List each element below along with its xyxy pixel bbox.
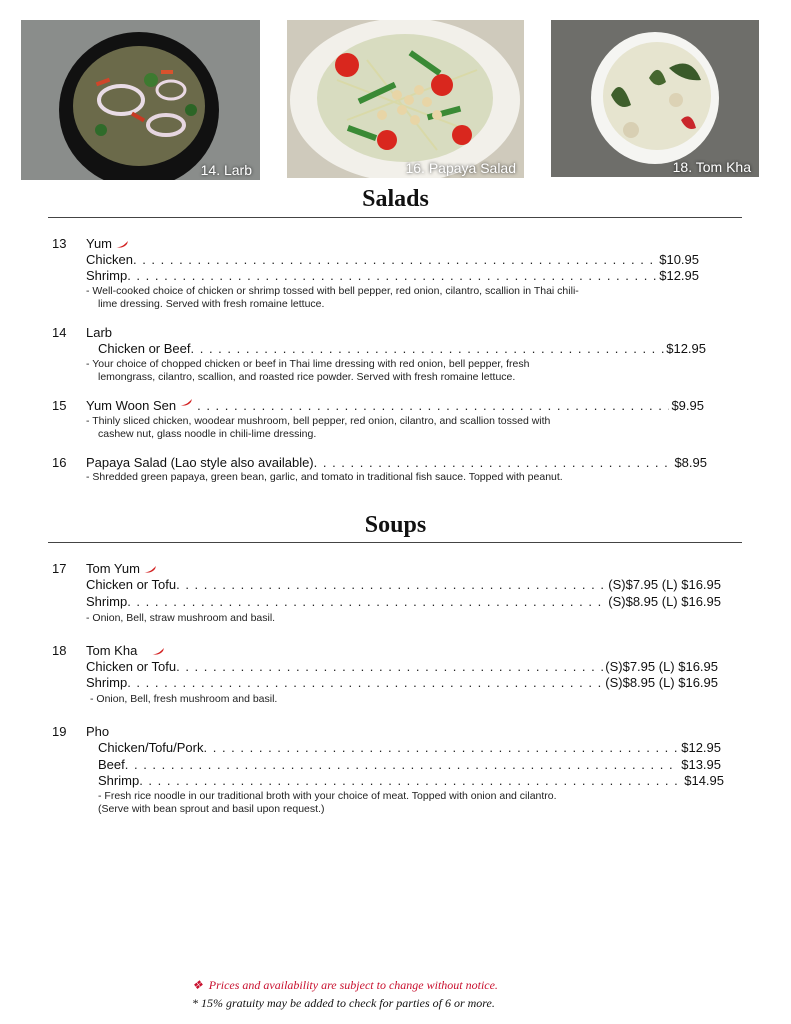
menu-row-papaya-salad: Papaya Salad (Lao style also available) . . . $8.95 bbox=[86, 455, 707, 471]
menu-row-yum-woon-sen: Yum Woon Sen . . . $9.95 bbox=[86, 398, 704, 414]
item-number: 16 bbox=[52, 455, 67, 470]
chili-pepper-icon bbox=[143, 565, 157, 574]
item-name-larb: Larb bbox=[86, 325, 113, 340]
item-number: 14 bbox=[52, 325, 67, 340]
larb-photo bbox=[21, 20, 260, 180]
menu-row: Chicken/Tofu/Pork . . . $12.95 bbox=[98, 740, 721, 756]
diamond-bullet-icon: ❖ bbox=[192, 978, 203, 992]
item-description: - Thinly sliced chicken, woodear mushroom, bell pepper, red onion, cilantro, and scallion tossed with cashew nut, glass noodle in chili-lime dressing. bbox=[86, 415, 551, 440]
menu-row: Chicken . . . $10.95 bbox=[86, 252, 699, 268]
item-description: - Shredded green papaya, green bean, garlic, and tomato in traditional fish sauce. Topped with peanut. bbox=[86, 471, 563, 483]
salads-heading: Salads bbox=[362, 186, 429, 212]
item-description: - Your choice of chopped chicken or beef in Thai lime dressing with red onion, bell pepper, fresh lemongrass, cilantro, scallion, and roasted rice powder. Served with fresh romaine lettuce. bbox=[86, 358, 530, 383]
item-name-tom-kha: Tom Kha bbox=[86, 643, 165, 659]
item-name-pho: Pho bbox=[86, 724, 110, 739]
menu-row: Shrimp . . . $14.95 bbox=[98, 773, 724, 789]
tom-kha-caption: 18. Tom Kha bbox=[672, 159, 751, 175]
soups-heading: Soups bbox=[364, 512, 427, 538]
gratuity-notice: * 15% gratuity may be added to check for parties of 6 or more. bbox=[192, 996, 495, 1010]
salads-divider bbox=[48, 217, 742, 218]
chili-pepper-icon bbox=[151, 647, 165, 656]
item-name-tom-yum: Tom Yum bbox=[86, 561, 157, 577]
soups-divider bbox=[48, 542, 742, 543]
item-number: 17 bbox=[52, 561, 67, 576]
menu-row: Shrimp . . . $12.95 bbox=[86, 268, 699, 284]
item-number: 15 bbox=[52, 398, 67, 413]
menu-row: Chicken or Tofu . . . (S)$7.95 (L) $16.95 bbox=[86, 577, 721, 593]
item-description: - Onion, Bell, straw mushroom and basil. bbox=[86, 612, 276, 624]
chili-pepper-icon bbox=[115, 240, 129, 249]
papaya-salad-caption: 16. Papaya Salad bbox=[405, 160, 516, 176]
item-number: 13 bbox=[52, 236, 67, 251]
menu-row: Chicken or Tofu . . . (S)$7.95 (L) $16.95 bbox=[86, 659, 718, 675]
item-description: - Fresh rice noodle in our traditional broth with your choice of meat. Topped with onion and cilantro. (Serve with bean sprout and basil upon request.) bbox=[98, 790, 557, 815]
tom-kha-photo bbox=[551, 20, 759, 177]
item-number: 18 bbox=[52, 643, 67, 658]
papaya-salad-photo bbox=[287, 20, 524, 178]
menu-row: Chicken or Beef . . . $12.95 bbox=[98, 341, 706, 357]
menu-row: Shrimp . . . (S)$8.95 (L) $16.95 bbox=[86, 594, 721, 610]
chili-pepper-icon bbox=[179, 398, 193, 407]
price-notice: ❖ Prices and availability are subject to change without notice. bbox=[192, 978, 498, 992]
menu-row: Shrimp . . . (S)$8.95 (L) $16.95 bbox=[86, 675, 718, 691]
item-number: 19 bbox=[52, 724, 67, 739]
item-description: - Well-cooked choice of chicken or shrimp tossed with bell pepper, red onion, cilantro, scallion in Thai chili- lime dressing. Served with fresh romaine lettuce. bbox=[86, 285, 579, 310]
larb-caption: 14. Larb bbox=[200, 162, 252, 178]
menu-row: Beef . . . $13.95 bbox=[98, 757, 721, 773]
item-name-yum: Yum bbox=[86, 236, 129, 252]
item-description: - Onion, Bell, fresh mushroom and basil. bbox=[90, 693, 278, 705]
